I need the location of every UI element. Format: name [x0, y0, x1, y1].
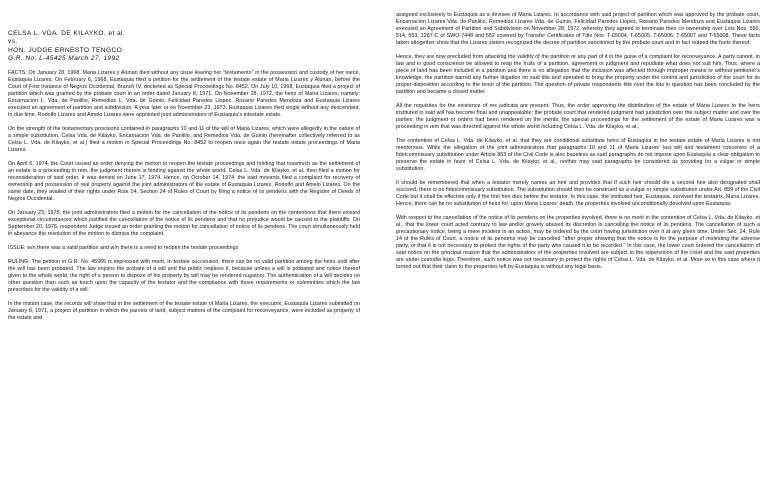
case-respondent: HON. JUDGE ERNESTO TENGCO — [8, 46, 123, 54]
vulgar-substitution-paragraph: It should be remembered that when a testator merely names an heir and provides that if such heir should die a second heir also designated shall succeed, there is no fideicommissary substitution. The substitution should then be construed as a vulgar or simple substitution under Art. 859 of the Civil Code but it shall be effective only if the first heir dies before the testator. In this case, the instituted heir, Eustaquia, survived the testatrix, Maria Lizares. Hence, there can be no substitution of heirs for, upon Maria Lizares' death, the properties involved unconditionally devolved upon Eustaquia. — [396, 180, 760, 207]
ruling-paragraph: RULING: The petition in G.R. No. 45965 is impressed with merit. In testate succession, there can be no valid partition among the heirs until after the will has been probated. The law enjoins the probate of a will and the public requires it, because unless a will is probated and notice thereof given to the whole world, the right of a person to dispose of his property by will may be rendered nugatory. The authentication of a will decides no other question than such as touch upon the capacity of the testator and the compliance with those requirements or solemnities which the law prescribes for the validity of a will. — [8, 259, 360, 294]
case-header — [8, 30, 360, 63]
issue-paragraph: ISSUE: w/n there was a valid partition and w/n there is a need to reopen the testate proceedings — [8, 245, 239, 252]
motion-paragraph: On the strength of the testamentary provisions contained in paragraphs 10 and 11 of the will of Maria Lizares, which were allegedly in the nature of a simple substitution, Celsa Vda. de Kilayko, Encarnacion Vda. de Panlilio, and Remedios Vda. de Guinio (hereinafter collectively referred to as Celsa L. Vda. de Kilayko, et al.) filed a motion in Special Proceedings No. 8452 to reopen once again the testate estate proceedings of Maria Lizares. — [8, 126, 360, 154]
res-judicata-paragraph: All the requisites for the existence of res judicata are present. Thus, the order approving the distribution of the estate of Maria Lizares to the heirs instituted in said will has become final and unappealable; the probate court that rendered judgment had jurisdiction over the subject matter and over the parties; the judgment or orders had been rendered on the merits; the special proceedings for the settlement of the estate of Maria Lizares was a proceeding in rem that was directed against the whole world including Celsa L. Vda. de Kilayko, et al., — [396, 103, 760, 130]
instant-case-paragraph: In the instant case, the records will show that in the settlement of the testate estate of Maria Lizares, the executrix, Eustaquia Lizares submitted on January 8, 1971, a project of partition in which the parcels of land, subject matters of the complaint for reconveyance, were included as property of the estate and — [8, 301, 360, 322]
case-number: G.R. No. L-45425 March 27, 1992 — [8, 54, 120, 62]
order-paragraph: On April 6, 1974, the Court issued an order denying the motion to reopen the testate proceedings and holding that inasmuch as the settlement of an estate is a proceeding in rem, the judgment therein is binding against the whole world. Celsa L. Vda. de Kilayko, et al. then filed a motion for reconsideration of said order. It was denied on June 17, 1974. Hence, on October 14, 1974, the said movants filed a complaint for recovery of ownership and possession of real property against the joint administrators of the estate of Eustaquia Lizares, Rodolfo and Amelo Lizares. On the same date, they availed of their rights under Rule 14, Section 24 of Rules of Court by filing a notice of lis pendens with the Register of Deeds of Negros Occidental. — [8, 161, 360, 203]
partition-paragraph: assigned exclusively to Eustaquia as a devisee of Maria Lizares. In accordance with said project of partition which was approved by the probate court, Encarnacion Lizares Vda. de Panlilio, Remedios Lizares Vda. de Guinio, Felicidad Paredes Llopez, Rosario Paredes Mendoza and Eustaquia Lizares executed an Agreement of Partition and Subdivision on November 28, 1972, whereby they agreed to terminate their co-ownership over Lots Nos. 550, 514, 553, 1287-C of SWO-7448 and 552 covered by Transfer Certificates of Title Nos. T-65004, T-65005, T-65006, T-65007 and T-65008. These facts taken altogether show that the Lizares sisters recognized the decree of partition sanctioned by the probate court and in fact reaped the fruits thereof. — [396, 12, 760, 46]
precluded-paragraph: Hence, they are now precluded from attacking the validity of the partition or any part of it in the guise of a complaint for reconveyance. A party cannot, in law and in good conscience be allowed to reap the fruits of a partition, agreement or judgment and repudiate what does not suit him. Thus, where a piece of land has been included in a partition and there is no allegation that the inclusion was affected through improper means or without petitioner's knowledge, the partition barred any further litigation on said title and operated to bring the property under the control and jurisdiction of the court for its proper disposition according to the tenor of the partition. The question of private respondents title over the lots in question has been concluded by the partition and became a closed matter. — [396, 54, 760, 95]
case-versus: vs. — [8, 38, 18, 46]
case-petitioner: CELSA L. VDA. DE KILAYKO, et al. — [8, 30, 126, 37]
left-column — [8, 30, 360, 329]
right-column — [396, 12, 760, 278]
facts-paragraph: FACTS: On January 28, 1968, Maria Lizares y Alunan died without any issue leaving her "testamento" in the possession and custody of her niece, Eustaquia Lizares. On February 6, 1968, Eustaquia filed a petition for the settlement of the testate estate of Maria Lizares y Alunan, before the Court of First Instance of Negros Occidental, Branch IV, docketed as Special Proceedings No. 8452. On July 10, 1968, Eustaquia filed a project of partition which was granted by the probate court in an order dated January 8, 1971. On November 28, 1972, the heirs of Maria Lizares, namely: Encarnacion L. Vda. de Panlilio, Remedios L. Vda. de Guinio, Felicidad Paredes Llopez, Rosario Paredes Mendoza and Eustaquia Lizares executed an agreement of partition and subdivision. A year later or on November 23, 1973, Eustaquia Lizares died single without any descendant. In due time, Rodolfo Lizares and Amelo Lizares were appointed joint administrators of Eustaquia's intestate estate. — [8, 70, 360, 119]
cancellation-paragraph: With respect to the cancellation of the notice of lis pendens on the properties involved, there is no merit in the contention of Celsa L. Vda. de Kilayko, et al., that the lower court acted contrary to law and/or gravely abused its discretion in cancelling the notice of lis pendens. The cancellation of such a precautionary notice, being a mere incident in an action, may be ordered by the court having jurisdiction over it at any given time. Under Sec. 24, Rule 14 of the Rules of Court, a notice of lis pendens may be cancelled "after proper showing that the notice is for the purpose of molesting the adverse party, or that it is not necessary to protect the rights of the party who caused it to be recorded." In this case, the lower court ordered the cancellation of said notice on the principal reason that the administrators of the properties involved are subject to the supervision of the court and the said properties are under custodia legis. Therefore, such notice was not necessary to protect the rights of Celsa L. Vda. de Kilayko, et al. More so in this case where it turned out that their claim to the properties left by Eustaquia is without any legal basis. — [396, 215, 760, 270]
lis-pendens-paragraph: On January 23, 1975, the joint administrators filed a motion for the cancellation of the notice of lis pendens on the contentions that there existed exceptional circumstances which justified the cancellation of the notice of lis pendens and that no prejudice would be caused to the plaintiffs. On September 20, 1976, respondent Judge issued an order granting the motion for cancellation of notice of lis pendens. The court simultaneously held in abeyance the resolution of the motion to dismiss the complaint. — [8, 210, 360, 238]
substitution-paragraph: The contention of Celsa L. Vda. de Kilayko, et al. that they are conditional substitute heirs of Eustaquia in the testate estate of Maria Lizares is not meritorious. While the allegation of the joint administrators that paragraphs 10 and 11 of Maria Lizares' last will and testament conceives of a fideicommissary substitution under Article 863 of the Civil Code is also baseless as said paragraphs do not impose upon Eustaquia a clear obligation to preserve the estate in favor of Celsa L. Vda. de Kilayko, et al., neither may said paragraphs be considered as providing for a vulgar or simple substitution. — [396, 138, 760, 172]
